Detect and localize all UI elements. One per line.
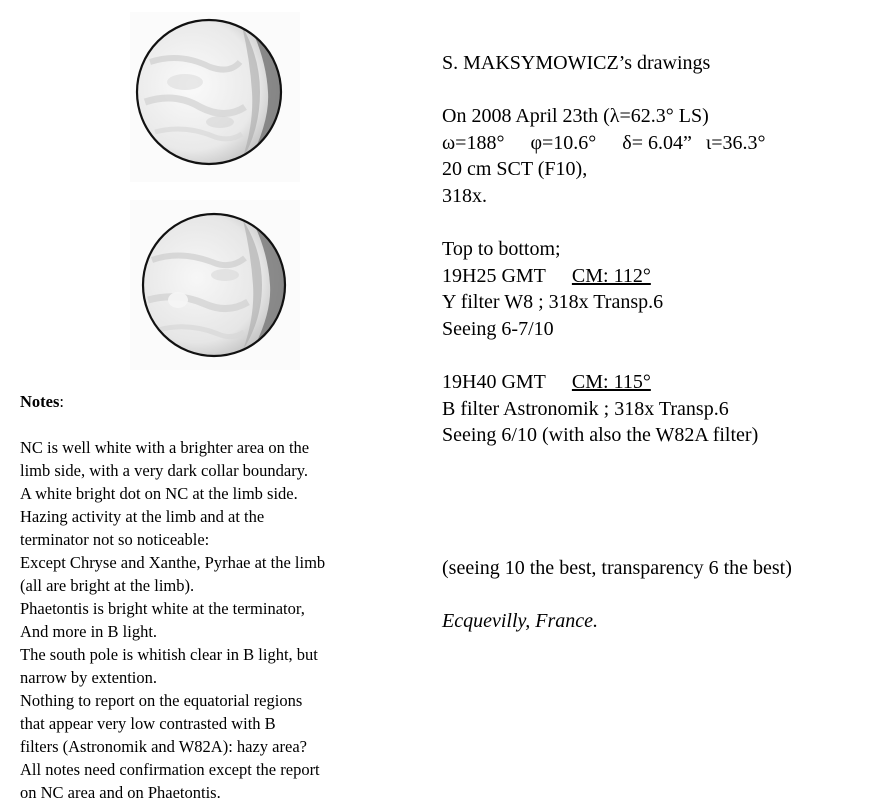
session-1-filter: Y filter W8 ; 318x Transp.6 — [442, 291, 664, 314]
notes-line: narrow by extention. — [20, 668, 158, 687]
sessions-intro: Top to bottom; — [442, 238, 561, 261]
session-1-time: 19H25 GMT — [442, 264, 546, 287]
magnification-info: 318x. — [442, 184, 487, 207]
delta-value: δ= 6.04” — [622, 131, 692, 154]
session-2-time: 19H40 GMT — [442, 371, 546, 394]
notes-line: Phaetontis is bright white at the terminator, — [20, 599, 305, 618]
notes-line: limb side, with a very dark collar boundary. — [20, 461, 309, 480]
phi-value: φ=10.6° — [530, 131, 597, 154]
location: Ecquevilly, France. — [442, 610, 599, 633]
scale-note: (seeing 10 the best, transparency 6 the best) — [442, 557, 792, 580]
mars-disk-illustration — [130, 12, 300, 182]
iota-value: ι=36.3° — [705, 131, 766, 154]
ephemeris-line — [442, 130, 882, 157]
mars-disk-illustration — [130, 200, 300, 370]
omega-value: ω=188° — [442, 131, 505, 154]
notes-section: Notes: NC is well white with a brighter area on the limb side, with a very dark collar boundary. A white bright dot on NC at the limb side. Hazing activity at the limb and at the terminator not so noticeable: Except Chryse and Xanthe, Pyrhae at the limb (all are bright at the limb). Phaetontis is bright white at the terminator, And more in B light. The south pole is whitish clear in B light, but narrow by extention. Nothing to report on the equatorial regions that appear very low contrasted with B filters (Astronomik and W82A): hazy area? All notes need confirmation except the report on NC area and on Phaetontis. — [20, 390, 420, 804]
notes-line: that appear very low contrasted with B — [20, 714, 276, 733]
observation-details — [442, 50, 882, 635]
notes-line: on NC area and on Phaetontis. — [20, 783, 221, 802]
session-2-cm: CM: 115° — [571, 371, 651, 394]
notes-line: (all are bright at the limb). — [20, 576, 195, 595]
telescope-info: 20 cm SCT (F10), — [442, 158, 588, 181]
notes-line: And more in B light. — [20, 622, 158, 641]
notes-line: terminator not so noticeable: — [20, 530, 210, 549]
notes-line: The south pole is whitish clear in B light, but — [20, 645, 318, 664]
notes-title: Notes — [20, 392, 60, 411]
page-title: S. MAKSYMOWICZ’s drawings — [442, 52, 711, 74]
notes-line: A white bright dot on NC at the limb side. — [20, 484, 298, 503]
notes-line: Except Chryse and Xanthe, Pyrhae at the limb — [20, 553, 326, 572]
notes-line: Hazing activity at the limb and at the — [20, 507, 265, 526]
notes-line: NC is well white with a brighter area on the — [20, 438, 310, 457]
session-1-time-line — [442, 263, 882, 290]
session-2-time-line — [442, 369, 882, 396]
mars-drawing-b-filter — [130, 200, 300, 370]
session-2-filter: B filter Astronomik ; 318x Transp.6 — [442, 397, 729, 420]
mars-drawing-y-filter — [130, 12, 300, 182]
session-1-seeing: Seeing 6-7/10 — [442, 317, 554, 340]
session-1-cm: CM: 112° — [571, 264, 651, 287]
notes-line: filters (Astronomik and W82A): hazy area? — [20, 737, 307, 756]
notes-line: All notes need confirmation except the report — [20, 760, 320, 779]
session-2-seeing: Seeing 6/10 (with also the W82A filter) — [442, 424, 759, 447]
notes-line: Nothing to report on the equatorial regions — [20, 691, 303, 710]
observation-date: On 2008 April 23th (λ=62.3° LS) — [442, 105, 709, 128]
